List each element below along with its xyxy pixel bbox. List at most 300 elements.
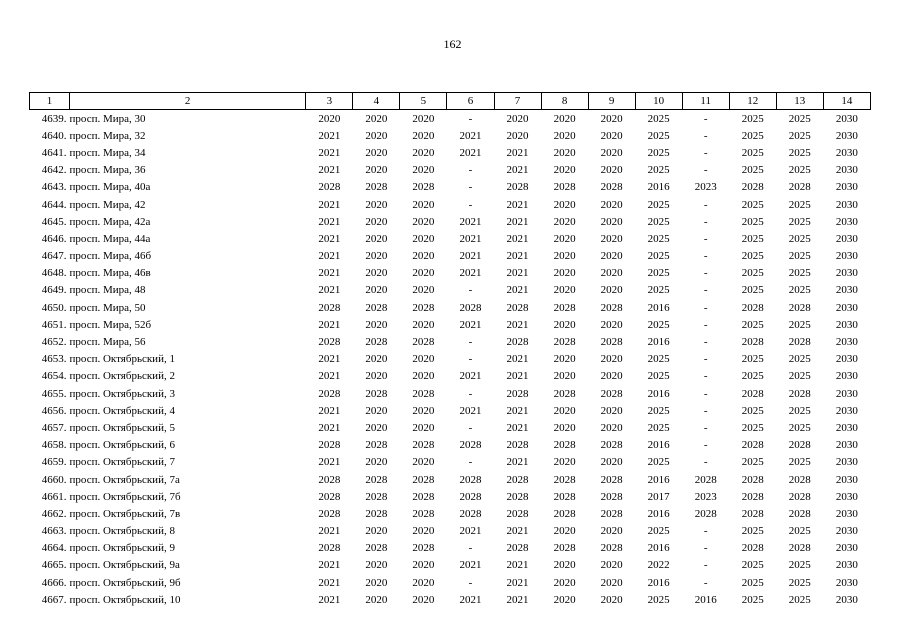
year-cell: 2028 [741,181,764,194]
year-cell: 2020 [600,146,623,159]
address-cell: просп. Мира, 34 [69,146,146,159]
year-cell: 2020 [600,267,623,280]
year-cell: 2028 [459,473,482,486]
year-cell: - [703,146,708,159]
year-cell: 2028 [741,507,764,520]
year-cell: 2020 [412,370,435,383]
year-cell: 2028 [412,490,435,503]
year-cell: 2030 [835,404,858,417]
year-cell: 2025 [647,198,670,211]
year-cell: 2025 [647,421,670,434]
year-cell: 2028 [553,181,576,194]
year-cell: 2021 [506,232,529,245]
year-cell: 2020 [553,404,576,417]
year-cell: 2023 [694,490,717,503]
year-cell: 2020 [365,525,388,538]
year-cell: 2028 [318,473,341,486]
year-cell: 2028 [694,507,717,520]
year-cell: 2025 [741,421,764,434]
year-cell: 2028 [553,473,576,486]
year-cell: 2025 [788,215,811,228]
year-cell: 2030 [835,370,858,383]
year-cell: 2021 [459,250,482,263]
column-header-8: 8 [541,93,588,110]
year-cell: 2020 [553,112,576,125]
year-cell: 2030 [835,318,858,331]
table-row [30,110,871,128]
year-cell: 2021 [459,525,482,538]
year-cell: 2016 [647,507,670,520]
table-row [30,471,871,488]
year-cell: 2020 [553,267,576,280]
year-cell: 2020 [600,421,623,434]
year-cell: 2020 [600,215,623,228]
year-cell: 2025 [741,112,764,125]
year-cell: 2016 [647,473,670,486]
year-cell: 2025 [647,215,670,228]
year-cell: 2025 [788,559,811,572]
year-cell: 2020 [553,525,576,538]
year-cell: 2021 [506,164,529,177]
year-cell: 2028 [741,336,764,349]
year-cell: 2028 [788,181,811,194]
row-number: 4663. [41,525,67,538]
year-cell: 2020 [412,593,435,606]
year-cell: 2030 [835,250,858,263]
year-cell: - [468,456,473,469]
year-cell: 2020 [600,456,623,469]
column-header-6: 6 [447,93,494,110]
row-number: 4656. [41,404,67,417]
column-header-7: 7 [494,93,541,110]
year-cell: 2030 [835,164,858,177]
address-cell: просп. Октябрьский, 10 [69,593,181,606]
year-cell: 2028 [506,336,529,349]
year-cell: 2021 [318,559,341,572]
row-number: 4646. [41,232,67,245]
year-cell: 2028 [318,439,341,452]
year-cell: 2028 [741,473,764,486]
year-cell: 2025 [647,370,670,383]
address-cell: просп. Октябрьский, 4 [69,404,175,417]
row-number: 4657. [41,421,67,434]
year-cell: 2020 [365,112,388,125]
year-cell: 2020 [365,421,388,434]
address-cell: просп. Октябрьский, 5 [69,421,175,434]
row-number: 4647. [41,250,67,263]
year-cell: 2028 [600,387,623,400]
year-cell: 2025 [647,593,670,606]
address-cell: просп. Октябрьский, 6 [69,439,175,452]
year-cell: 2028 [506,387,529,400]
year-cell: - [703,525,708,538]
year-cell: 2021 [459,267,482,280]
year-cell: - [703,318,708,331]
year-cell: 2020 [412,267,435,280]
year-cell: 2016 [647,542,670,555]
year-cell: 2028 [788,542,811,555]
year-cell: 2028 [600,336,623,349]
year-cell: 2020 [365,267,388,280]
column-header-12: 12 [729,93,776,110]
year-cell: 2021 [459,215,482,228]
year-cell: 2025 [788,164,811,177]
column-header-5: 5 [400,93,447,110]
address-cell: просп. Мира, 40а [69,181,151,194]
year-cell: - [703,559,708,572]
year-cell: 2030 [835,559,858,572]
year-cell: 2025 [741,370,764,383]
table-row [30,540,871,557]
address-cell: просп. Мира, 46в [69,267,151,280]
address-cell: просп. Октябрьский, 7 [69,456,175,469]
year-cell: 2028 [506,301,529,314]
year-cell: 2021 [459,232,482,245]
year-cell: 2020 [412,112,435,125]
row-number: 4665. [41,559,67,572]
row-number: 4648. [41,267,67,280]
year-cell: 2028 [506,490,529,503]
year-cell: 2030 [835,542,858,555]
year-cell: 2025 [741,456,764,469]
column-header-2: 2 [70,93,306,110]
year-cell: 2025 [647,284,670,297]
year-cell: 2025 [788,112,811,125]
year-cell: 2028 [412,387,435,400]
year-cell: 2028 [459,439,482,452]
year-cell: - [703,232,708,245]
year-cell: 2020 [412,250,435,263]
year-cell: 2028 [600,181,623,194]
year-cell: 2020 [600,112,623,125]
year-cell: 2021 [506,267,529,280]
row-number: 4664. [41,542,67,555]
year-cell: 2021 [318,576,341,589]
year-cell: 2020 [506,112,529,125]
year-cell: 2028 [788,439,811,452]
year-cell: 2020 [553,593,576,606]
year-cell: 2030 [835,353,858,366]
year-cell: 2028 [506,507,529,520]
year-cell: 2025 [647,164,670,177]
row-number: 4652. [41,336,67,349]
address-cell: просп. Мира, 42 [69,198,146,211]
row-number: 4651. [41,318,67,331]
year-cell: 2030 [835,215,858,228]
year-cell: 2028 [412,439,435,452]
year-cell: - [703,353,708,366]
year-cell: 2025 [647,353,670,366]
year-cell: 2020 [412,576,435,589]
year-cell: 2028 [318,336,341,349]
address-cell: просп. Октябрьский, 9 [69,542,175,555]
year-cell: 2020 [553,456,576,469]
year-cell: - [468,112,473,125]
year-cell: 2021 [318,164,341,177]
year-cell: 2028 [788,490,811,503]
table-row [30,213,871,230]
table-row [30,282,871,299]
column-header-3: 3 [306,93,353,110]
year-cell: 2021 [318,318,341,331]
column-header-4: 4 [353,93,400,110]
year-cell: 2021 [318,250,341,263]
year-cell: - [468,198,473,211]
table-row [30,523,871,540]
year-cell: 2020 [365,559,388,572]
year-cell: 2028 [506,542,529,555]
column-header-11: 11 [682,93,729,110]
year-cell: 2028 [318,301,341,314]
year-cell: 2016 [647,181,670,194]
year-cell: 2021 [318,146,341,159]
year-cell: 2025 [647,456,670,469]
address-cell: просп. Октябрьский, 8 [69,525,175,538]
year-cell: 2021 [318,267,341,280]
year-cell: 2020 [600,404,623,417]
year-cell: 2030 [835,112,858,125]
year-cell: 2020 [600,593,623,606]
year-cell: 2020 [365,318,388,331]
year-cell: 2028 [600,542,623,555]
year-cell: 2025 [788,421,811,434]
year-cell: 2028 [365,301,388,314]
year-cell: 2025 [788,250,811,263]
row-number: 4660. [41,473,67,486]
page-number: 162 [443,37,462,51]
year-cell: 2020 [600,250,623,263]
table-row [30,265,871,282]
year-cell: - [468,421,473,434]
year-cell: - [703,129,708,142]
table-row [30,419,871,436]
year-cell: 2030 [835,301,858,314]
year-cell: 2020 [553,353,576,366]
year-cell: 2028 [318,542,341,555]
year-cell: 2021 [459,146,482,159]
row-number: 4649. [41,284,67,297]
table-row [30,248,871,265]
year-cell: 2025 [741,250,764,263]
address-cell: просп. Октябрьский, 7б [69,490,181,503]
year-cell: 2016 [647,439,670,452]
table-row [30,385,871,402]
year-cell: 2020 [412,353,435,366]
year-cell: 2025 [647,146,670,159]
year-cell: 2030 [835,576,858,589]
year-cell: 2025 [647,232,670,245]
year-cell: 2021 [506,318,529,331]
year-cell: 2028 [412,181,435,194]
year-cell: 2025 [647,267,670,280]
year-cell: 2028 [788,301,811,314]
year-cell: 2028 [553,387,576,400]
year-cell: 2025 [741,267,764,280]
year-cell: 2020 [412,404,435,417]
year-cell: 2020 [412,559,435,572]
year-cell: 2025 [741,284,764,297]
year-cell: 2028 [741,542,764,555]
year-cell: 2030 [835,336,858,349]
year-cell: - [703,404,708,417]
year-cell: 2028 [412,301,435,314]
year-cell: 2021 [459,593,482,606]
year-cell: - [468,284,473,297]
year-cell: 2020 [365,370,388,383]
year-cell: 2028 [459,507,482,520]
year-cell: 2025 [788,267,811,280]
year-cell: 2028 [412,507,435,520]
row-number: 4661. [41,490,67,503]
year-cell: 2028 [318,490,341,503]
year-cell: 2028 [412,473,435,486]
year-cell: 2028 [553,542,576,555]
year-cell: 2020 [365,146,388,159]
year-cell: 2030 [835,198,858,211]
row-number: 4644. [41,198,67,211]
year-cell: 2020 [553,129,576,142]
year-cell: - [468,181,473,194]
year-cell: 2028 [600,490,623,503]
row-number: 4640. [41,129,67,142]
year-cell: 2028 [553,439,576,452]
year-cell: 2030 [835,473,858,486]
year-cell: - [703,250,708,263]
year-cell: 2028 [506,181,529,194]
row-number: 4658. [41,439,67,452]
table-row [30,230,871,247]
address-cell: просп. Мира, 30 [69,112,146,125]
table-row [30,402,871,419]
address-cell: просп. Октябрьский, 7в [69,507,181,520]
year-cell: 2025 [741,525,764,538]
year-cell: 2025 [741,318,764,331]
year-cell: 2025 [741,559,764,572]
year-cell: 2028 [318,387,341,400]
year-cell: 2021 [318,370,341,383]
year-cell: 2028 [553,336,576,349]
table-row [30,505,871,522]
year-cell: 2021 [318,232,341,245]
year-cell: 2020 [600,370,623,383]
year-cell: 2025 [788,576,811,589]
year-cell: 2021 [506,215,529,228]
year-cell: - [703,301,708,314]
table-row [30,557,871,574]
table-row [30,196,871,213]
year-cell: - [703,421,708,434]
year-cell: - [703,370,708,383]
year-cell: 2021 [459,404,482,417]
address-cell: просп. Мира, 46б [69,250,152,263]
year-cell: 2020 [553,215,576,228]
year-cell: 2020 [365,129,388,142]
year-cell: 2020 [600,353,623,366]
year-cell: 2020 [365,250,388,263]
year-cell: 2028 [365,542,388,555]
table-row [30,316,871,333]
year-cell: - [703,267,708,280]
year-cell: 2020 [553,284,576,297]
year-cell: 2020 [412,146,435,159]
year-cell: 2020 [365,284,388,297]
address-cell: просп. Мира, 50 [69,301,146,314]
table-row [30,574,871,591]
year-cell: 2020 [412,215,435,228]
year-cell: 2025 [788,146,811,159]
year-cell: 2025 [788,353,811,366]
year-cell: - [468,387,473,400]
year-cell: 2030 [835,387,858,400]
row-number: 4650. [41,301,67,314]
year-cell: 2028 [600,301,623,314]
year-cell: 2021 [318,129,341,142]
year-cell: - [703,576,708,589]
year-cell: 2020 [600,164,623,177]
column-header-9: 9 [588,93,635,110]
address-cell: просп. Октябрьский, 9б [69,576,181,589]
year-cell: 2021 [506,559,529,572]
year-cell: 2020 [365,404,388,417]
year-cell: 2020 [412,129,435,142]
year-cell: 2021 [506,353,529,366]
year-cell: 2030 [835,439,858,452]
table-row [30,437,871,454]
year-cell: 2021 [506,146,529,159]
year-cell: 2025 [741,404,764,417]
year-cell: 2025 [647,318,670,331]
year-cell: 2028 [365,473,388,486]
year-cell: 2021 [318,215,341,228]
year-cell: 2020 [365,232,388,245]
year-cell: 2020 [506,129,529,142]
year-cell: 2020 [412,525,435,538]
year-cell: 2020 [365,593,388,606]
year-cell: 2025 [647,112,670,125]
year-cell: 2020 [553,559,576,572]
year-cell: 2021 [506,576,529,589]
column-header-1: 1 [30,93,70,110]
year-cell: - [703,112,708,125]
year-cell: 2028 [553,301,576,314]
year-cell: 2028 [365,490,388,503]
row-number: 4655. [41,387,67,400]
year-cell: 2020 [365,353,388,366]
year-cell: 2030 [835,525,858,538]
year-cell: 2025 [741,232,764,245]
year-cell: 2016 [647,336,670,349]
year-cell: 2020 [553,198,576,211]
year-cell: 2025 [788,404,811,417]
year-cell: 2028 [365,181,388,194]
year-cell: 2030 [835,146,858,159]
year-cell: 2022 [647,559,670,572]
year-cell: 2025 [788,318,811,331]
year-cell: 2025 [741,198,764,211]
year-cell: 2021 [506,525,529,538]
year-cell: 2020 [600,576,623,589]
year-cell: 2028 [741,387,764,400]
year-cell: 2020 [553,421,576,434]
year-cell: 2021 [506,198,529,211]
header-row [30,93,871,110]
year-cell: 2020 [600,198,623,211]
year-cell: 2028 [788,473,811,486]
year-cell: 2030 [835,129,858,142]
year-cell: 2028 [459,490,482,503]
year-cell: - [703,439,708,452]
year-cell: 2020 [553,146,576,159]
